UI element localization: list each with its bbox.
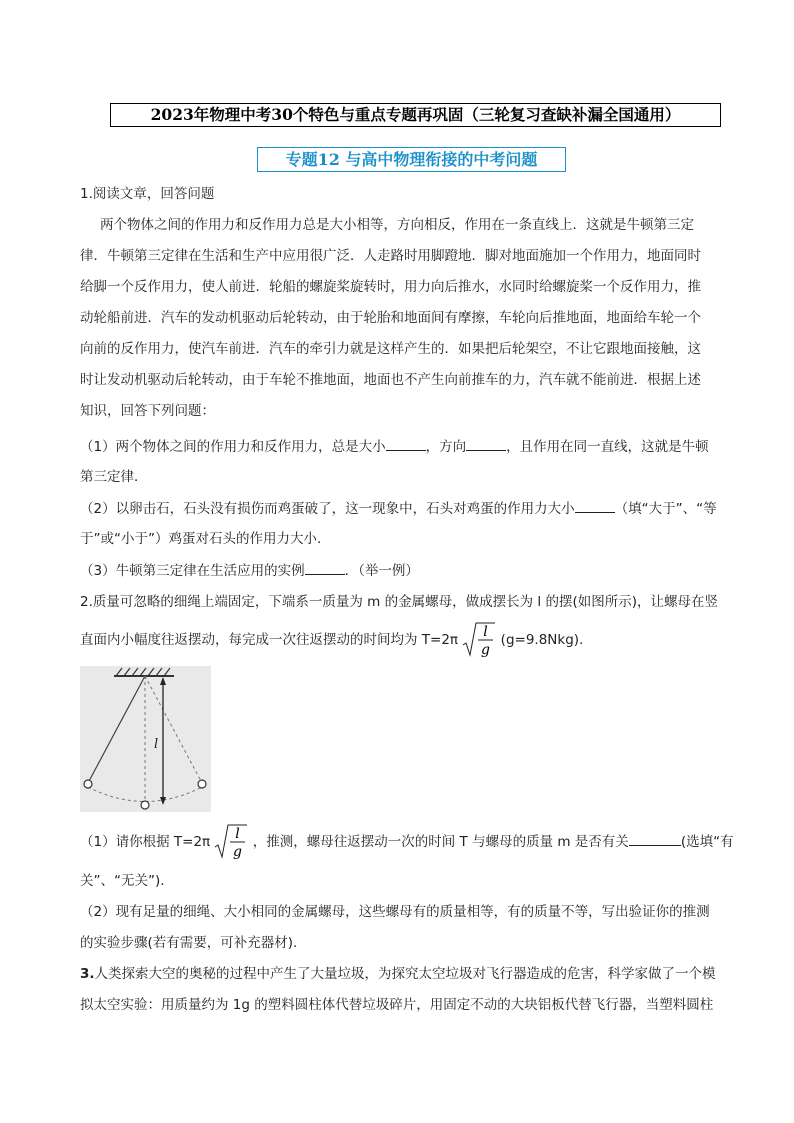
answer-blank[interactable] — [466, 436, 506, 451]
document-title: 2023年物理中考30个特色与重点专题再巩固（三轮复习查缺补漏全国通用） — [110, 103, 721, 127]
formula-numerator: l — [235, 826, 241, 842]
formula-denominator: g — [481, 642, 491, 658]
q3-line — [80, 964, 716, 984]
q2-part2-cont: 的实验步骤(若有需要，可补充器材). — [80, 935, 298, 951]
q1-passage-line: 两个物体之间的作用力和反作用力总是大小相等，方向相反，作用在一条直线上．这就是牛顿第三定 — [100, 217, 694, 233]
q2-part1-cont: 关”、“无关”). — [80, 873, 165, 889]
answer-blank[interactable] — [305, 560, 345, 575]
q2-line: 2.质量可忽略的细绳上端固定，下端系一质量为 m 的金属螺母，做成摆长为 l 的摆(如图所示)，让螺母在竖 — [80, 594, 718, 610]
q1-part2-cont: 于”或“小于”）鸡蛋对石头的作用力大小． — [80, 531, 331, 547]
q1-heading: 1.阅读文章，回答问题 — [80, 186, 215, 202]
q1-passage-line: 时让发动机驱动后轮转动，由于车轮不推地面，地面也不产生向前推车的力，汽车就不能前进．根据上述 — [80, 372, 701, 388]
topic-subtitle: 专题12 与高中物理衔接的中考问题 — [257, 147, 566, 172]
sqrt-formula — [214, 822, 248, 862]
q1-passage-line: 知识，回答下列问题： — [80, 403, 215, 419]
q1-part3-text: ．（举一例） — [344, 563, 419, 579]
sqrt-formula — [462, 620, 496, 660]
q3-line-text: 人类探索大空的奥秘的过程中产生了大量垃圾，为探究太空垃圾对飞行器造成的危害，科学家做了一个模 — [94, 966, 716, 982]
q2-part1-text: (选填“有 — [680, 834, 734, 850]
q3-number: 3. — [80, 966, 95, 982]
q2-part1 — [80, 822, 734, 862]
q1-part3 — [80, 560, 419, 581]
q1-passage-line: 动轮船前进．汽车的发动机驱动后轮转动，由于轮胎和地面间有摩擦，车轮向后推地面，地面给车轮一个 — [80, 310, 701, 326]
answer-blank[interactable] — [575, 498, 615, 513]
answer-blank[interactable] — [629, 831, 681, 846]
answer-blank[interactable] — [386, 436, 426, 451]
q2-part2: （2）现有足量的细绳、大小相同的金属螺母，这些螺母有的质量相等，有的质量不等，写出验证你的推测 — [80, 904, 710, 920]
q2-part1-text: （1）请你根据 T=2π — [80, 834, 211, 850]
q1-passage-line: 向前的反作用力，使汽车前进．汽车的牵引力就是这样产生的．如果把后轮架空，不让它跟地面接触，这 — [80, 341, 701, 357]
formula-numerator: l — [483, 624, 489, 640]
q1-part1 — [80, 436, 709, 457]
q2-line-text: 直面内小幅度往返摆动，每完成一次往返摆动的时间均为 T=2π — [80, 632, 459, 648]
q2-line — [80, 620, 583, 660]
q1-part1-cont: 第三定律． — [80, 469, 148, 485]
pendulum-figure — [80, 666, 211, 812]
q2-line-text: (g=9.8Nkg). — [500, 632, 584, 648]
q1-passage-line: 给脚一个反作用力，使人前进．轮船的螺旋桨旋转时，用力向后推水，水同时给螺旋桨一个反作用力，推 — [80, 279, 701, 295]
q1-part2 — [80, 498, 717, 519]
q1-part1-text: ，方向 — [425, 439, 467, 455]
q1-part3-text: （3）牛顿第三定律在生活应用的实例 — [80, 563, 305, 579]
q3-line: 拟太空实验：用质量约为 1g 的塑料圆柱体代替垃圾碎片，用固定不动的大块铝板代替飞行器，当塑料圆柱 — [80, 997, 714, 1013]
q1-passage-line: 律．牛顿第三定律在生活和生产中应用很广泛．人走路时用脚蹬地．脚对地面施加一个作用力，地面同时 — [80, 248, 701, 264]
q1-part1-text: （1）两个物体之间的作用力和反作用力，总是大小 — [80, 439, 386, 455]
formula-denominator: g — [233, 844, 243, 860]
q1-part1-text: ，且作用在同一直线，这就是牛顿 — [506, 439, 709, 455]
length-label: l — [154, 737, 159, 752]
q1-part2-text: （2）以卵击石，石头没有损伤而鸡蛋破了，这一现象中，石头对鸡蛋的作用力大小 — [80, 501, 575, 517]
q1-part2-text: （填“大于”、“等 — [614, 501, 717, 517]
q2-part1-text: ，推测，螺母往返摆动一次的时间 T 与螺母的质量 m 是否有关 — [252, 834, 629, 850]
